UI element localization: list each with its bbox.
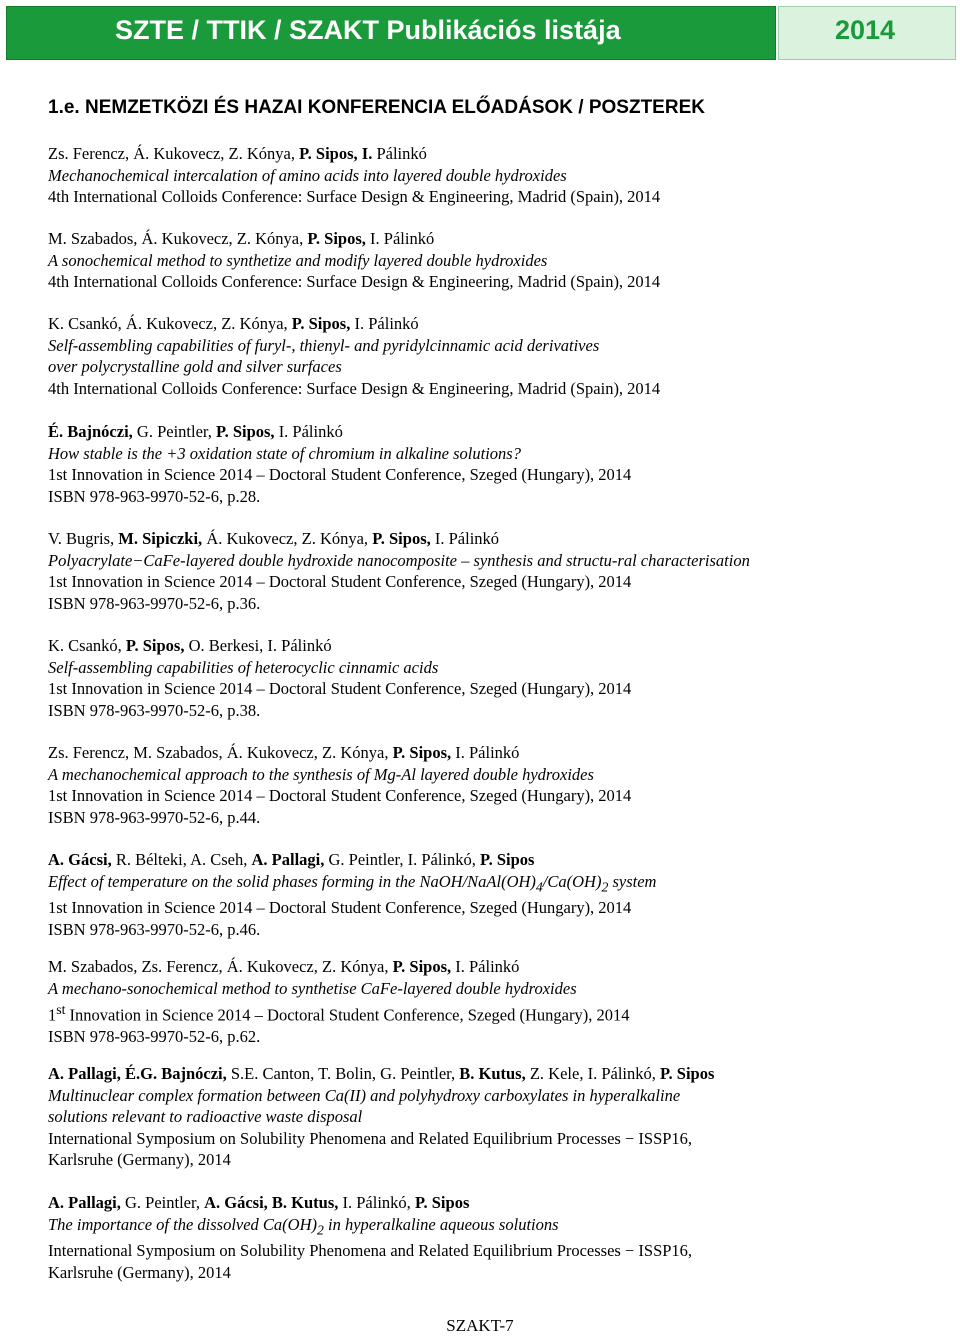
entry-isbn: ISBN 978-963-9970-52-6, p.46. bbox=[48, 919, 261, 939]
publication-entry bbox=[48, 228, 660, 293]
entry-venue: 4th International Colloids Conference: Surface Design & Engineering, Madrid (Spain), 2014 bbox=[48, 272, 661, 291]
publication-entry bbox=[48, 956, 629, 1048]
entry-authors: A. Pallagi, É.G. Bajnóczi, S.E. Canton, T. Bolin, G. Peintler, B. Kutus, Z. Kele, I. Pálinkó, P. Sipos bbox=[48, 1064, 715, 1083]
page-footer: SZAKT-7 bbox=[446, 1316, 514, 1335]
header-year: 2014 bbox=[835, 15, 896, 45]
entry-title-line: Self-assembling capabilities of furyl-, thienyl- and pyridylcinnamic acid derivatives bbox=[48, 335, 600, 355]
entry-isbn: ISBN 978-963-9970-52-6, p.44. bbox=[48, 807, 261, 827]
entry-authors: Zs. Ferencz, M. Szabados, Á. Kukovecz, Z. Kónya, P. Sipos, I. Pálinkó bbox=[48, 743, 520, 762]
entry-venue-line: Karlsruhe (Germany), 2014 bbox=[48, 1262, 231, 1282]
publication-entry bbox=[48, 742, 631, 828]
entry-isbn: ISBN 978-963-9970-52-6, p.62. bbox=[48, 1027, 261, 1046]
entry-isbn: ISBN 978-963-9970-52-6, p.38. bbox=[48, 700, 261, 720]
publication-entry bbox=[48, 1192, 692, 1283]
publication-entry bbox=[48, 635, 631, 721]
entry-authors: V. Bugris, M. Sipiczki, Á. Kukovecz, Z. Kónya, P. Sipos, I. Pálinkó bbox=[48, 529, 500, 548]
entry-venue: 1st Innovation in Science 2014 – Doctoral Student Conference, Szeged (Hungary), 2014 bbox=[48, 465, 632, 484]
entry-venue: 1st Innovation in Science 2014 – Doctoral Student Conference, Szeged (Hungary), 2014 bbox=[48, 679, 632, 698]
entry-title-line: solutions relevant to radioactive waste disposal bbox=[48, 1107, 363, 1126]
header-year-box bbox=[778, 6, 956, 60]
entry-authors: É. Bajnóczi, G. Peintler, P. Sipos, I. Pálinkó bbox=[48, 422, 343, 441]
entry-title: How stable is the +3 oxidation state of chromium in alkaline solutions? bbox=[48, 443, 521, 463]
publication-entry bbox=[48, 143, 660, 208]
entry-authors: Zs. Ferencz, Á. Kukovecz, Z. Kónya, P. Sipos, I. Pálinkó bbox=[48, 144, 427, 163]
entry-authors: A. Gácsi, R. Bélteki, A. Cseh, A. Pallagi, G. Peintler, I. Pálinkó, P. Sipos bbox=[48, 850, 535, 869]
publication-entry bbox=[48, 421, 631, 507]
entry-authors: M. Szabados, Á. Kukovecz, Z. Kónya, P. Sipos, I. Pálinkó bbox=[48, 229, 435, 248]
entry-venue: 1st Innovation in Science 2014 – Doctoral Student Conference, Szeged (Hungary), 2014 bbox=[48, 572, 632, 591]
entry-isbn: ISBN 978-963-9970-52-6, p.36. bbox=[48, 593, 261, 613]
entry-title: Self-assembling capabilities of heterocyclic cinnamic acids bbox=[48, 657, 439, 677]
entry-venue: 1st Innovation in Science 2014 – Doctoral Student Conference, Szeged (Hungary), 2014 bbox=[48, 1002, 630, 1025]
entry-title-line: over polycrystalline gold and silver surfaces bbox=[48, 357, 342, 376]
entry-authors: M. Szabados, Zs. Ferencz, Á. Kukovecz, Z. Kónya, P. Sipos, I. Pálinkó bbox=[48, 957, 520, 976]
entry-venue-line: Karlsruhe (Germany), 2014 bbox=[48, 1150, 231, 1169]
publication-entry bbox=[48, 1063, 714, 1171]
header-title: SZTE / TTIK / SZAKT Publikációs listája bbox=[115, 15, 621, 45]
publication-entry bbox=[48, 528, 750, 614]
section-title: 1.e. NEMZETKÖZI ÉS HAZAI KONFERENCIA ELŐADÁSOK / POSZTEREK bbox=[48, 97, 705, 118]
entry-venue-line: International Symposium on Solubility Phenomena and Related Equilibrium Processes − ISSP16, bbox=[48, 1241, 693, 1261]
entry-title-line: Multinuclear complex formation between Ca(II) and polyhydroxy carboxylates in hyperalkaline bbox=[48, 1085, 681, 1105]
entry-authors: K. Csankó, Á. Kukovecz, Z. Kónya, P. Sipos, I. Pálinkó bbox=[48, 314, 419, 333]
entry-authors: A. Pallagi, G. Peintler, A. Gácsi, B. Kutus, I. Pálinkó, P. Sipos bbox=[48, 1193, 470, 1212]
entry-venue: 1st Innovation in Science 2014 – Doctoral Student Conference, Szeged (Hungary), 2014 bbox=[48, 786, 632, 805]
entry-isbn: ISBN 978-963-9970-52-6, p.28. bbox=[48, 486, 261, 506]
entry-title: A sonochemical method to synthetize and modify layered double hydroxides bbox=[48, 250, 548, 270]
entry-venue-line: International Symposium on Solubility Phenomena and Related Equilibrium Processes − ISSP16, bbox=[48, 1128, 693, 1148]
entry-title: A mechano-sonochemical method to synthetise CaFe-layered double hydroxides bbox=[48, 978, 577, 998]
page-header bbox=[0, 0, 960, 66]
entry-authors: K. Csankó, P. Sipos, O. Berkesi, I. Pálinkó bbox=[48, 636, 332, 655]
entry-venue: 1st Innovation in Science 2014 – Doctoral Student Conference, Szeged (Hungary), 2014 bbox=[48, 898, 632, 918]
entry-title: Effect of temperature on the solid phases forming in the NaOH/$NaAl(OH)_4/Ca(OH)_2$ system bbox=[48, 871, 657, 894]
entry-title: Polyacrylate−CaFe-layered double hydroxide nanocomposite – synthesis and structu-ral characterisation bbox=[48, 550, 750, 570]
publication-entry bbox=[48, 849, 656, 940]
entry-venue: 4th International Colloids Conference: Surface Design & Engineering, Madrid (Spain), 2014 bbox=[48, 187, 661, 206]
entry-title: Mechanochemical intercalation of amino acids into layered double hydroxides bbox=[48, 165, 567, 185]
publication-entry bbox=[48, 313, 660, 399]
entry-title: A mechanochemical approach to the synthesis of Mg-Al layered double hydroxides bbox=[48, 764, 594, 784]
entry-venue: 4th International Colloids Conference: Surface Design & Engineering, Madrid (Spain), 2014 bbox=[48, 378, 661, 398]
header-title-box bbox=[6, 6, 776, 60]
entry-title: The importance of the dissolved $Ca(OH)_2$ in hyperalkaline aqueous solutions bbox=[48, 1214, 559, 1237]
